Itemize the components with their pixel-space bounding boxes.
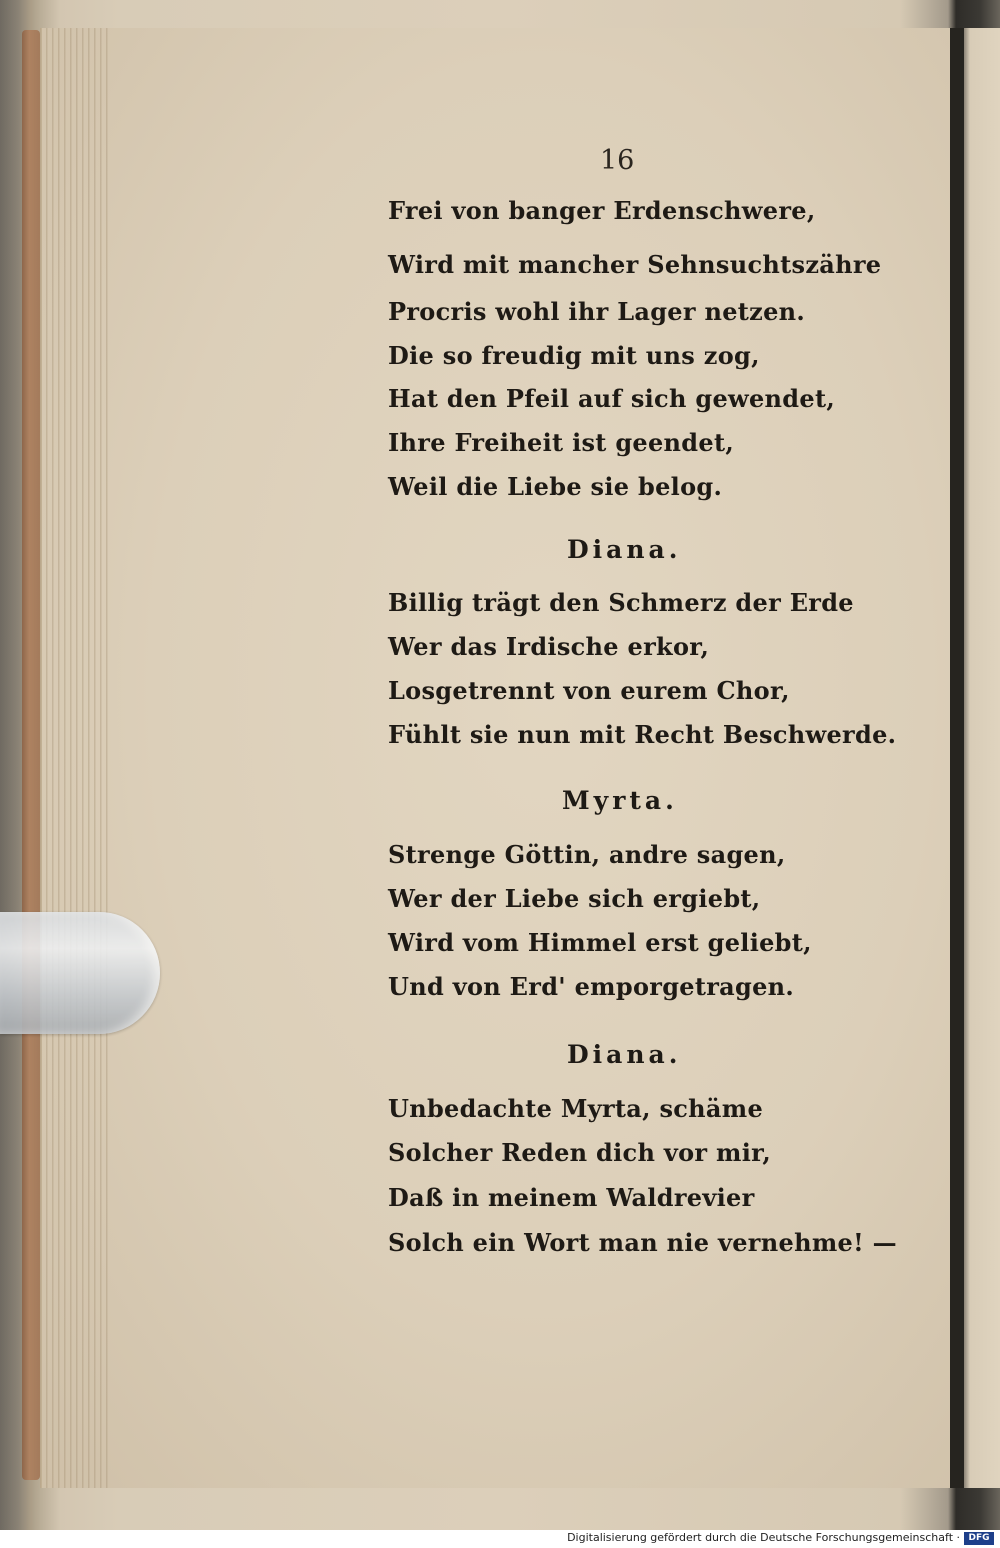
speaker-name: Diana. (567, 1040, 682, 1069)
footer-credit: Digitalisierung gefördert durch die Deutsche Forschungsgemeinschaft · (567, 1531, 960, 1544)
verse-line: Wer das Irdische erkor, (388, 632, 710, 661)
verse-line: Wird vom Himmel erst geliebt, (388, 928, 812, 957)
page-holder-clip (0, 912, 160, 1034)
verse-line: Procris wohl ihr Lager netzen. (388, 297, 806, 326)
verse-line: Hat den Pfeil auf sich gewendet, (388, 384, 836, 413)
verse-line: Ihre Freiheit ist geendet, (388, 428, 735, 457)
verse-line: Fühlt sie nun mit Recht Beschwerde. (388, 720, 897, 749)
verse-line: Billig trägt den Schmerz der Erde (388, 588, 854, 617)
verse-line: Solch ein Wort man nie vernehme! — (388, 1228, 897, 1257)
verse-line: Losgetrennt von eurem Chor, (388, 676, 790, 705)
verse-line: Weil die Liebe sie belog. (388, 472, 723, 501)
page-stack-edges (40, 28, 110, 1488)
dfg-logo: DFG (964, 1532, 994, 1545)
verse-line: Die so freudig mit uns zog, (388, 341, 760, 370)
book-cover-edge (22, 30, 40, 1480)
verse-line: Frei von banger Erdenschwere, (388, 196, 816, 225)
verse-line: Wird mit mancher Sehnsuchtszähre (388, 250, 882, 279)
verse-line: Daß in meinem Waldrevier (388, 1183, 755, 1212)
speaker-name: Myrta. (562, 786, 678, 815)
book-page (40, 28, 950, 1488)
verse-line: Solcher Reden dich vor mir, (388, 1138, 771, 1167)
verse-line: Unbedachte Myrta, schäme (388, 1094, 764, 1123)
adjacent-page (950, 28, 1000, 1488)
page-number: 16 (600, 145, 635, 176)
speaker-name: Diana. (567, 535, 682, 564)
verse-line: Wer der Liebe sich ergiebt, (388, 884, 761, 913)
verse-line: Strenge Göttin, andre sagen, (388, 840, 786, 869)
verse-line: Und von Erd' emporgetragen. (388, 972, 795, 1001)
